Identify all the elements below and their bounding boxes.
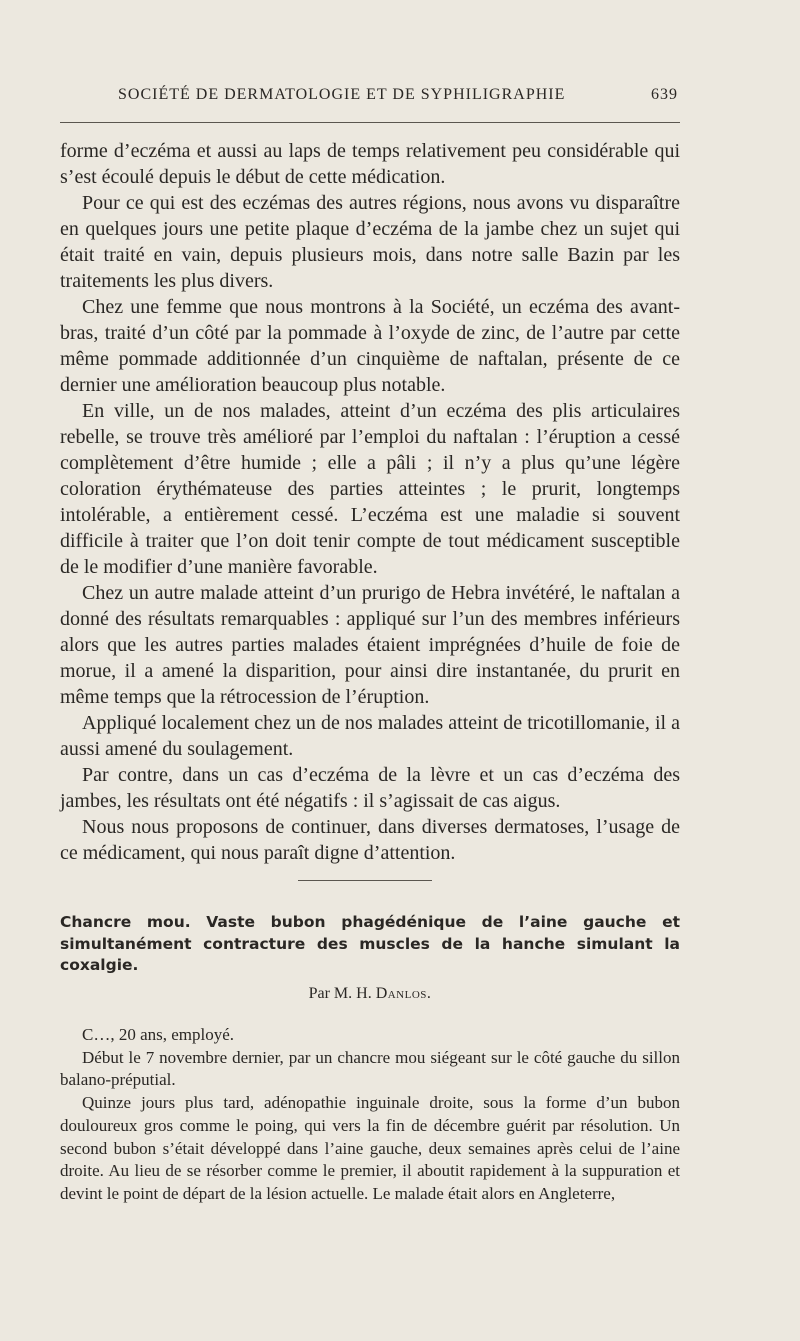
paragraph: forme d’eczéma et aussi au laps de temps relativement peu considérable qui s’est écoulé depuis le début de cette médication. (60, 140, 680, 188)
paragraph: En ville, un de nos malades, atteint d’un eczéma des plis articulaires rebelle, se trouve très amélioré par l’emploi du naftalan : l’éruption a cessé complètement d’être humide ; elle a pâli ; il n’y a plus qu’une légère coloration érythémateuse des parties atteintes ; le prurit, longtemps intolérable, a entièrement cessé. L’eczéma est une maladie si souvent difficile à traiter que l’on doit tenir compte de tout médicament susceptible de le modifier d’une manière favorable. (60, 400, 680, 578)
article-title: Chancre mou. Vaste bubon phagédénique de l’aine gauche et simultanément contracture des muscles de la hanche simulant la coxalgie. (60, 913, 680, 974)
paragraph: Quinze jours plus tard, adénopathie inguinale droite, sous la forme d’un bubon douloureux gros comme le poing, qui vers la fin de décembre guérit par résolution. Un second bubon s’était développé dans l’aine gauche, deux semaines après celui de l’aine droite. Au lieu de se résorber comme le premier, il aboutit rapidement à la suppuration et devint le point de départ de la lésion actuelle. Le malade était alors en Angleterre, (60, 1093, 680, 1203)
paragraph: C…, 20 ans, employé. (82, 1025, 235, 1044)
paragraph: Par contre, dans un cas d’eczéma de la lèvre et un cas d’eczéma des jambes, les résultats ont été négatifs : il s’agissait de cas aigus. (60, 764, 680, 812)
running-head (118, 86, 678, 104)
author-name: Danlos. (375, 985, 432, 1002)
paragraph: Chez un autre malade atteint d’un prurigo de Hebra invétéré, le naftalan a donné des résultats remarquables : appliqué sur l’un des membres inférieurs alors que les autres parties malades étaient imprégnées d’huile de foie de morue, il a amené la disparition, pour ainsi dire instantanée, du prurit en même temps que la rétrocession de l’éruption. (60, 582, 680, 708)
byline-prefix: Par M. H. (308, 985, 372, 1002)
section-separator (298, 880, 432, 881)
body-text (60, 138, 680, 866)
paragraph: Début le 7 novembre dernier, par un chancre mou siégeant sur le côté gauche du sillon balano-préputial. (60, 1047, 680, 1090)
paragraph: Pour ce qui est des eczémas des autres régions, nous avons vu disparaître en quelques jours une petite plaque d’eczéma de la jambe chez un sujet qui était traité en vain, depuis plusieurs mois, dans notre salle Bazin par les traitements les plus divers. (60, 192, 680, 292)
article-body (60, 1024, 680, 1206)
header-rule (60, 122, 680, 123)
paragraph: Nous nous proposons de continuer, dans diverses dermatoses, l’usage de ce médicament, qui nous paraît digne d’attention. (60, 816, 680, 864)
byline (60, 985, 680, 1003)
paragraph: Appliqué localement chez un de nos malades atteint de tricotillomanie, il a aussi amené du soulagement. (60, 712, 680, 760)
running-title: SOCIÉTÉ DE DERMATOLOGIE ET DE SYPHILIGRAPHIE (118, 86, 566, 103)
page-number: 639 (651, 86, 678, 103)
paragraph: Chez une femme que nous montrons à la Société, un eczéma des avant-bras, traité d’un côté par la pommade à l’oxyde de zinc, de l’autre par cette même pommade additionnée d’un cinquième de naftalan, présente de ce dernier une amélioration beaucoup plus notable. (60, 296, 680, 396)
